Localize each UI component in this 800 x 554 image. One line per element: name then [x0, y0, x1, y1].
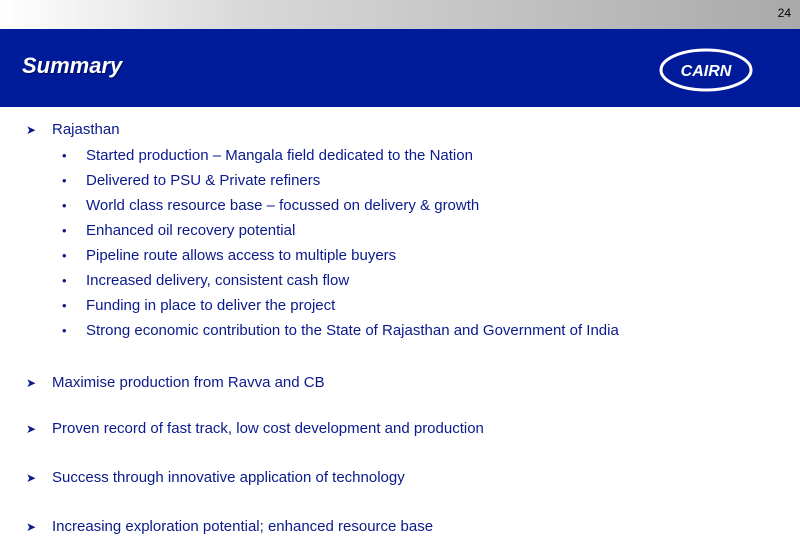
- dot-bullet-icon: •: [62, 223, 67, 238]
- sub-list-item: [62, 147, 473, 164]
- sub-list-item: [62, 297, 335, 314]
- top-bar: [0, 0, 800, 29]
- list-item-rajasthan: [26, 121, 120, 138]
- dot-bullet-icon: •: [62, 173, 67, 188]
- summary-content: [0, 107, 800, 554]
- arrow-bullet-icon: ➤: [26, 375, 37, 390]
- dot-bullet-icon: •: [62, 148, 67, 163]
- dot-bullet-icon: •: [62, 323, 67, 338]
- list-item-label: Success through innovative application of technology: [52, 469, 405, 486]
- sub-item-label: Enhanced oil recovery potential: [86, 222, 296, 239]
- page-title: Summary: [22, 53, 123, 78]
- list-item-ravva: [26, 374, 325, 391]
- sub-item-label: Started production – Mangala field dedicated to the Nation: [86, 147, 473, 164]
- dot-bullet-icon: •: [62, 248, 67, 263]
- dot-bullet-icon: •: [62, 273, 67, 288]
- list-item-label: Proven record of fast track, low cost development and production: [52, 420, 484, 437]
- list-item-label: Increasing exploration potential; enhanced resource base: [52, 518, 434, 535]
- arrow-bullet-icon: ➤: [26, 470, 37, 485]
- sub-list-item: [62, 222, 295, 239]
- sub-list-item: [62, 322, 619, 339]
- sub-list-item: [62, 197, 479, 214]
- header-banner: [0, 29, 800, 107]
- list-item-exploration: [26, 518, 433, 535]
- sub-item-label: Pipeline route allows access to multiple buyers: [86, 247, 397, 264]
- arrow-bullet-icon: ➤: [26, 421, 37, 436]
- list-item-record: [26, 420, 484, 437]
- list-item-label: Maximise production from Ravva and CB: [52, 374, 325, 391]
- sub-list-item: [62, 272, 349, 289]
- arrow-bullet-icon: ➤: [26, 122, 37, 137]
- page-number: 24: [777, 6, 791, 20]
- sub-item-label: Delivered to PSU & Private refiners: [86, 172, 321, 189]
- list-item-label: Rajasthan: [52, 121, 120, 138]
- dot-bullet-icon: •: [62, 198, 67, 213]
- sub-item-label: Increased delivery, consistent cash flow: [86, 272, 350, 289]
- sub-item-label: Strong economic contribution to the State of Rajasthan and Government of India: [86, 322, 619, 339]
- sub-item-label: World class resource base – focussed on delivery & growth: [86, 197, 480, 214]
- list-item-technology: [26, 469, 405, 486]
- cairn-logo: [658, 46, 754, 94]
- sub-list-item: [62, 247, 396, 264]
- arrow-bullet-icon: ➤: [26, 519, 37, 534]
- sub-item-label: Funding in place to deliver the project: [86, 297, 336, 314]
- logo-text: CAIRN: [680, 63, 732, 80]
- sub-list-item: [62, 172, 320, 189]
- dot-bullet-icon: •: [62, 298, 67, 313]
